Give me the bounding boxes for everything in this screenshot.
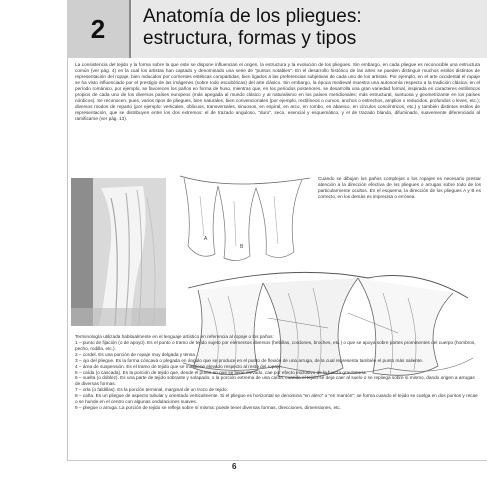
label-a: A [204,236,208,242]
intro-paragraph: La consistencia del tejido y la forma sobre la que este se dispone influencian el origen, la estructura y la evolución de los pliegues. Sin embargo, en cada pliegue es reconocible una estructura común (ver pág. 4) en la cual los artistas han captado y denominado una serie de "puntos notables". En el desarrollo histórico de las artes se pueden distinguir muchos estilos distintos de representación del ropaje, bien inducidos por corrientes estéticas compartidas, bien ligados a las preferencias subjetivas de cada uno de los artistas. Por ejemplo, en el arte occidental el ropaje se ha visto influenciado por el prestigio de las imágenes (sobre todo escultóricas) del arte clásico. Sin embargo, la época medieval muestra una autonomía respecto a la tradición clásica, en el período románico, por ejemplo, se favorecen los paños en forma de huso, mientras que, en los períodos posteriores, se desarrolla una gran variedad formal, inspirada en caracteres estilísticos propios de cada uno de los diversos países europeos (más apegada al mundo clásico y al naturalismo en los países meridionales; más estructural, suntuosa y geometrizante en los países nórdicos). Se reconocen, pues, varios tipos de pliegues, bien naturales, bien convencionales (por ejemplo, rectilíneos o curvos, anchos o estrechos, amplios o reducidos, profundos o leves, etc.); diversos modos de reparto (por ejemplo: verticales, oblicuos, transversales, sinuosos, en espiral, en arco, en rombo, en abanico, en círculos concéntricos, etc.) y también distintos estilos de representación, que se distribuyen entre los dos extremos: el de trazado anguloso, "duro", seco, esencial y esquemático, y el de trazado blando, difuminado, suavemente diferenciado al ramificarse (ver pág. 13). [75,62,480,121]
drapery-photo-image [71,178,166,326]
list-item: 4 – área de suspensión. Es el tramo de tejido que se mantiene elevado respecto al resto del ropaje. [75,363,282,369]
list-item: 5 – caída (o cascada). Es la porción de tejido que, desde el punto en que se tiene elevado, cae por efecto exclusivo de la fuerza gravitatoria. [75,369,367,375]
list-item: 8 – caña. Es un pliegue de aspecto tubular y orientado verticalmente. Si el pliegue es horizontal se denomina "en alero" o "en mantón": se forma cuando el tejido se cuelga en dos puntos y recae o se hunde en el centro con algunas ondulaciones suaves. [75,393,478,405]
drapery-photo [71,178,166,326]
terminology-list [75,340,480,411]
chapter-number: 2 [67,0,131,58]
page-title [143,6,362,50]
label-b: B [240,244,244,250]
title-box [131,0,487,58]
terminology-intro: Terminología utilizada habitualmente en el lenguaje artístico en referencia al ropaje o los paños: [75,334,274,339]
list-item: 1 – punto de fijación (o de apoyo). Es el punto o tramo de tejido sujeto por elementos diversos (hebillas, cordones, broches, etc.) o que se apoya sobre partes prominentes del cuerpo (hombros, pecho, rodilla, etc.). [75,340,476,351]
list-item: 9 – pliegue o arruga. La porción de tejido se refleja sobre sí misma: puede tener diversas formas, direcciones, dimensiones, etc. [75,404,342,410]
footer-rule [67,460,487,461]
list-item: 6 – vuelta (o doblez). Es una parte de tejido sobrante y solapado, o la porción extrema de una caída, cuando el tejido se deja caer al suelo o se repliega sobre sí mismo, dando origen a arrugas de diversas formas. [75,375,475,387]
list-item: 3 – ojo del pliegue. Es la forma cóncava o plegada en ángulo que se produce en el punto de flexión de una arruga, de la cual representa también el punto más saliente. [75,357,424,363]
list-item: 2 – cordel. Es una porción de ropaje muy delgada y tensa. [75,351,197,357]
page-body [67,58,487,460]
list-item: 7 – orla (o faldillas). Es la porción terminal, marginal de un trozo de tejido. [75,387,228,393]
title-line-2: estructura, formas y tipos [143,28,357,49]
page-number: 6 [232,462,237,471]
title-line-1: Anatomía de los pliegues: [143,6,362,27]
drape-sketch-top [170,166,330,266]
side-caption: Cuando se dibujan los paños complejos o los ropajes es necesario prestar atención a la dirección efectiva de los pliegues o arrugas sobre todo de los particularmente ocultos. En el esquema, la dirección de los pliegues A y B es correcto, en los demás es imprecisa o errónea. [318,176,481,200]
chapter-header [67,0,487,58]
